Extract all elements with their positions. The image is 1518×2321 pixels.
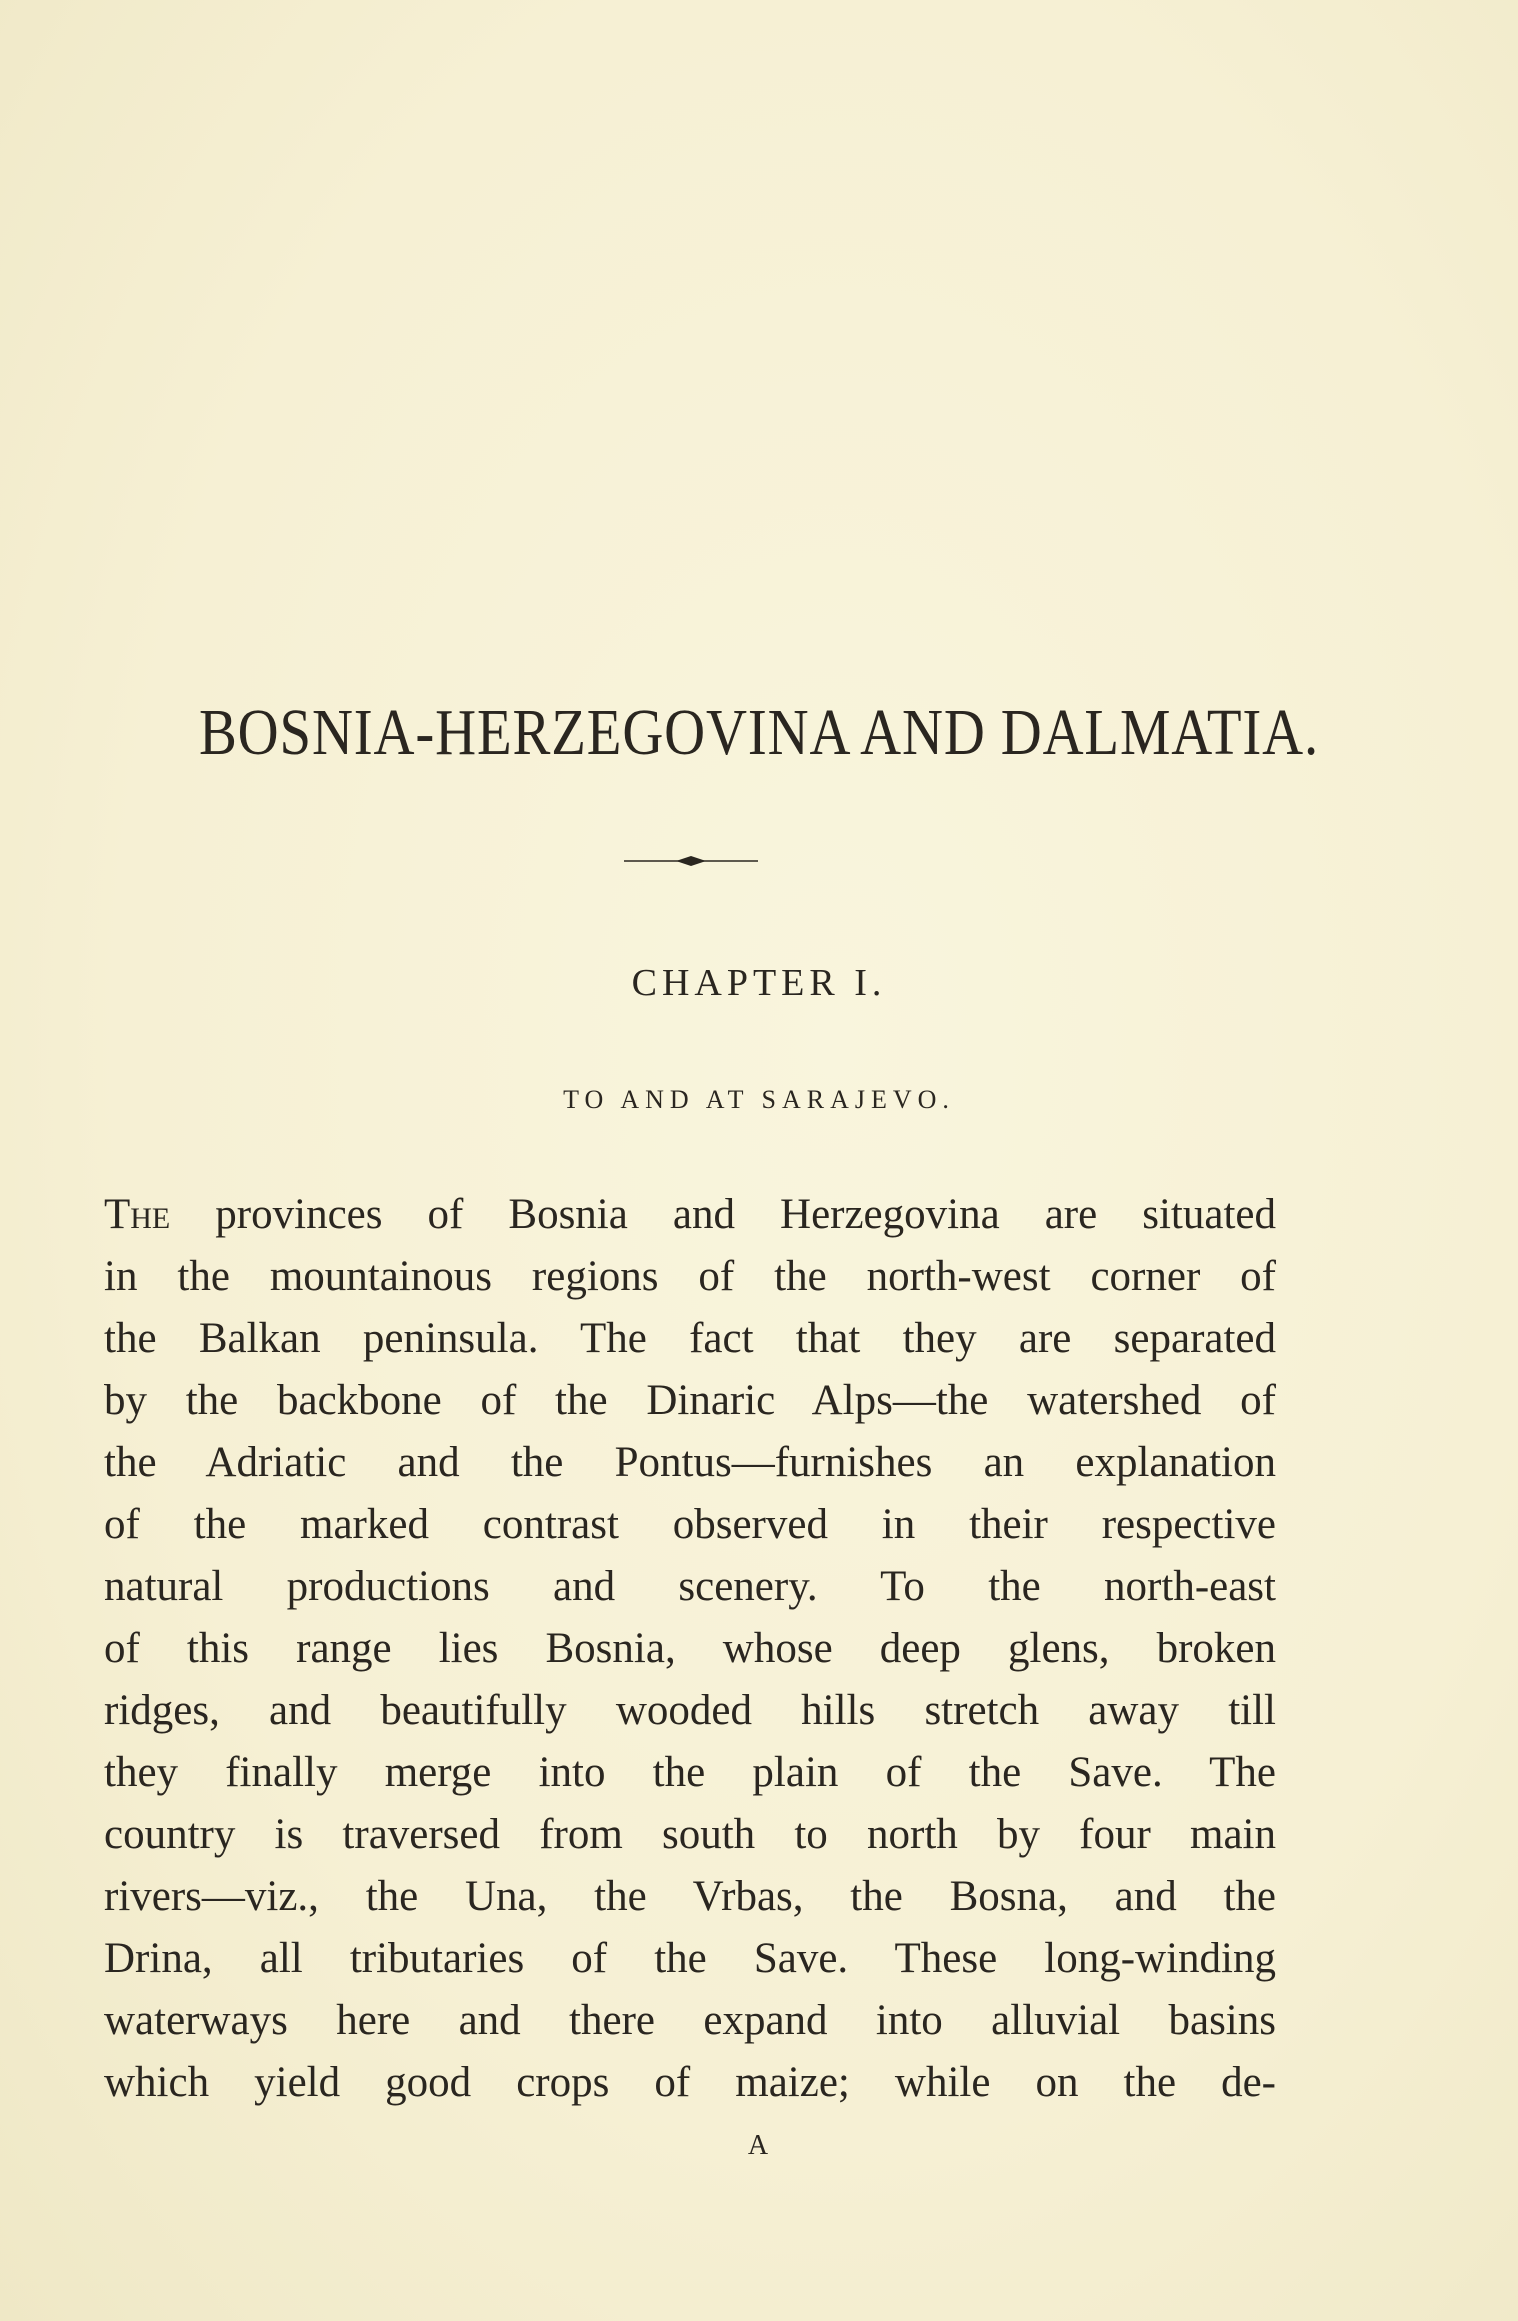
chapter-number: CHAPTER I. (631, 962, 887, 1004)
body-line: by the backbone of the Dinaric Alps—the watershed of (104, 1377, 1276, 1424)
body-line: ridges, and beautifully wooded hills stretch away till (104, 1687, 1276, 1734)
body-line-text: provinces of Bosnia and Herzegovina are situated (170, 1191, 1276, 1238)
body-line: waterways here and there expand into alluvial basins (104, 1997, 1276, 2044)
body-line: of the marked contrast observed in their respective (104, 1501, 1276, 1548)
body-line: natural productions and scenery. To the north-east (104, 1563, 1276, 1610)
body-line (104, 1184, 1276, 1246)
body-line: in the mountainous regions of the north-west corner of (104, 1253, 1276, 1300)
body-line: the Adriatic and the Pontus—furnishes an explanation (104, 1439, 1276, 1486)
body-paragraph (104, 1184, 1276, 2114)
book-title: BOSNIA-HERZEGOVINA AND DALMATIA. (198, 696, 1320, 769)
body-line: country is traversed from south to north by four main (104, 1811, 1276, 1858)
chapter-title: TO AND AT SARAJEVO. (563, 1085, 955, 1114)
signature-mark: A (747, 2130, 771, 2161)
lead-word: The (104, 1191, 171, 1238)
body-line: Drina, all tributaries of the Save. These long-winding (104, 1935, 1276, 1982)
body-line: which yield good crops of maize; while on the de- (104, 2059, 1276, 2106)
body-line: of this range lies Bosnia, whose deep glens, broken (104, 1625, 1276, 1672)
title-rule-ornament (624, 853, 758, 869)
body-line: the Balkan peninsula. The fact that they are separated (104, 1315, 1276, 1362)
body-line: rivers—viz., the Una, the Vrbas, the Bosna, and the (104, 1873, 1276, 1920)
body-line: they finally merge into the plain of the Save. The (104, 1749, 1276, 1796)
